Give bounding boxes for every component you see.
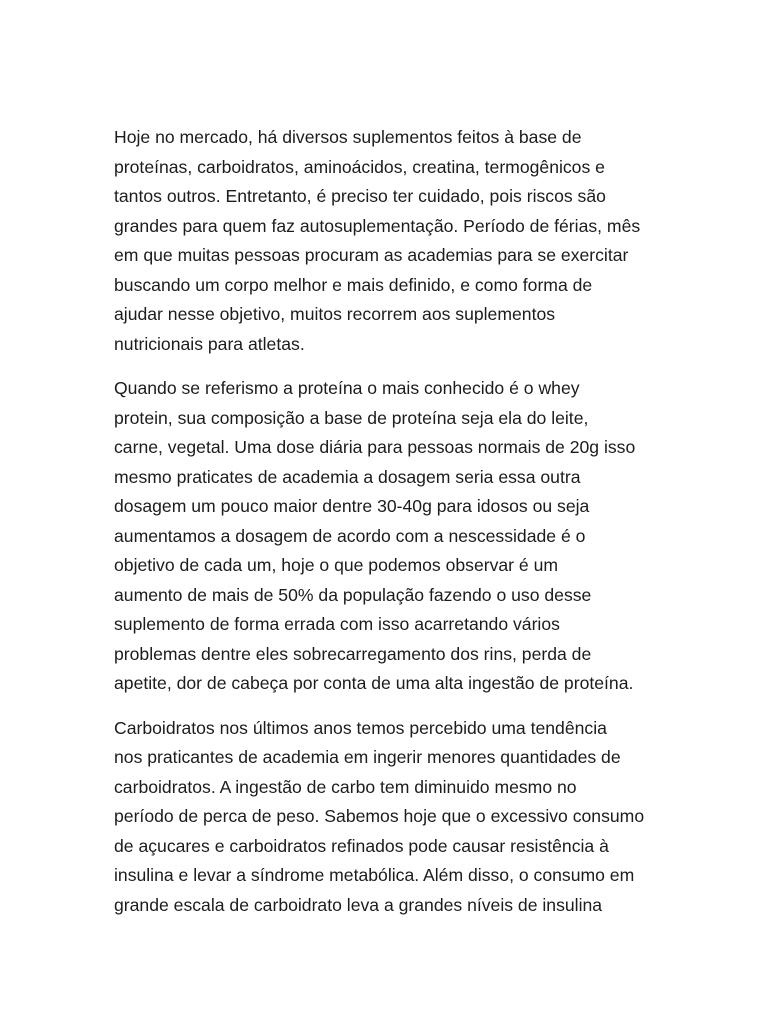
text-line: suplemento de forma errada com isso acarretando vários <box>114 614 560 634</box>
document-body <box>114 123 674 920</box>
text-line: Quando se referismo a proteína o mais conhecido é o whey <box>114 378 580 398</box>
paragraph-supplements-intro <box>114 123 674 359</box>
text-line: em que muitas pessoas procuram as academias para se exercitar <box>114 245 629 265</box>
text-line: período de perca de peso. Sabemos hoje que o excessivo consumo <box>114 806 645 826</box>
text-line: tantos outros. Entretanto, é preciso ter cuidado, pois riscos são <box>114 186 606 206</box>
text-line: aumento de mais de 50% da população fazendo o uso desse <box>114 584 592 605</box>
paragraph-protein <box>114 374 674 699</box>
text-line: proteínas, carboidratos, aminoácidos, creatina, termogênicos e <box>114 156 605 177</box>
text-line: ajudar nesse objetivo, muitos recorrem aos suplementos <box>114 304 556 324</box>
text-line: carboidratos. A ingestão de carbo tem diminuido mesmo no <box>114 776 577 797</box>
text-line: dosagem um pouco maior dentre 30-40g para idosos ou seja <box>114 496 590 516</box>
text-line: aumentamos a dosagem de acordo com a nescessidade é o <box>114 525 586 546</box>
paragraph-carbohydrates <box>114 714 674 921</box>
text-line: carne, vegetal. Uma dose diária para pessoas normais de 20g isso <box>114 437 636 457</box>
text-line: grandes para quem faz autosuplementação. Período de férias, mês <box>114 215 641 236</box>
text-line: buscando um corpo melhor e mais definido, e como forma de <box>114 274 593 295</box>
text-line: apetite, dor de cabeça por conta de uma alta ingestão de proteína. <box>114 673 634 693</box>
text-line: protein, sua composição a base de proteína seja ela do leite, <box>114 407 589 428</box>
text-line: de açucares e carboidratos refinados pode causar resistência à <box>114 835 609 856</box>
paragraph-spacing <box>114 699 674 714</box>
text-line: mesmo praticates de academia a dosagem seria essa outra <box>114 466 581 487</box>
paragraph-spacing <box>114 359 674 374</box>
text-line: Carboidratos nos últimos anos temos percebido uma tendência <box>114 717 607 738</box>
text-line: nutricionais para atletas. <box>114 333 305 354</box>
text-line: nos praticantes de academia em ingerir menores quantidades de <box>114 747 621 767</box>
text-line: grande escala de carboidrato leva a grandes níveis de insulina <box>114 894 603 915</box>
text-line: Hoje no mercado, há diversos suplementos feitos à base de <box>114 127 582 147</box>
text-line: insulina e levar a síndrome metabólica. Além disso, o consumo em <box>114 865 635 885</box>
text-line: problemas dentre eles sobrecarregamento dos rins, perda de <box>114 643 592 664</box>
text-line: objetivo de cada um, hoje o que podemos observar é um <box>114 555 559 575</box>
